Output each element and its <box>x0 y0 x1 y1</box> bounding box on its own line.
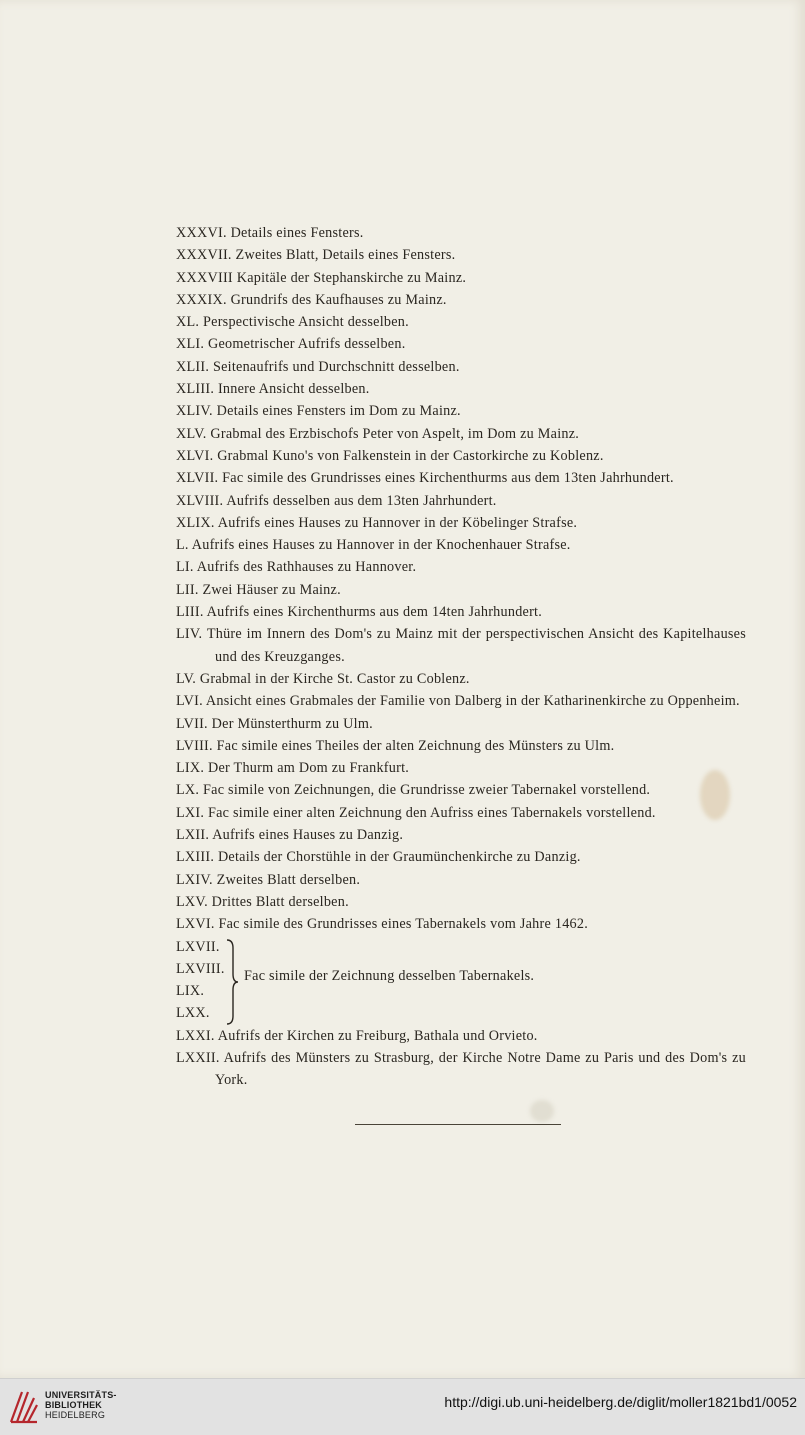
plate-entry <box>176 356 746 378</box>
plate-entry <box>176 891 746 913</box>
plate-numeral: LIX. <box>176 983 205 1000</box>
plate-title: Fac simile des Grundrisses eines Tabernakels vom Jahre 1462. <box>218 916 589 933</box>
plate-title: Aufrifs des Rathhauses zu Hannover. <box>196 559 417 576</box>
plate-entry <box>176 512 746 534</box>
plate-title: Perspectivische Ansicht desselben. <box>203 314 409 331</box>
plate-numeral: XLIX. <box>176 514 215 531</box>
plate-title: Seitenaufrifs und Durchschnitt desselben. <box>212 358 460 375</box>
plate-title: Aufrifs eines Hauses zu Hannover in der Köbelinger Strafse. <box>217 514 578 531</box>
library-name: UNIVERSITÄTS- BIBLIOTHEK HEIDELBERG <box>45 1390 117 1420</box>
plate-entry <box>176 869 746 891</box>
plate-title: Thüre im Innern des Dom's zu Mainz mit der perspectivischen Ansicht des Kapitelhauses und des Kreuzganges. <box>206 626 746 665</box>
plate-entry <box>176 1047 746 1092</box>
plate-list-bottom <box>176 1025 746 1092</box>
plate-numeral: LXXII. <box>176 1049 220 1066</box>
plate-numeral: XLII. <box>176 358 210 375</box>
permalink-url[interactable]: http://digi.ub.uni-heidelberg.de/diglit/moller1821bd1/0052 <box>444 1394 797 1410</box>
plate-entry <box>176 467 746 489</box>
plate-numeral: LV. <box>176 670 197 687</box>
plate-title: Details der Chorstühle in der Graumünchenkirche zu Danzig. <box>217 849 581 866</box>
plate-title: Aufrifs der Kirchen zu Freiburg, Bathala und Orvieto. <box>217 1027 538 1044</box>
plate-title: Innere Ansicht desselben. <box>217 381 370 398</box>
plate-title: Fac simile einer alten Zeichnung den Aufriss eines Tabernakels vorstellend. <box>207 804 656 821</box>
plate-title: Fac simile eines Theiles der alten Zeichnung des Münsters zu Ulm. <box>216 737 615 754</box>
plate-entry <box>176 333 746 355</box>
plate-numeral: LXIII. <box>176 849 215 866</box>
plate-title: Aufrifs des Münsters zu Strasburg, der Kirche Notre Dame zu Paris und des Dom's zu York. <box>215 1049 746 1089</box>
plate-numeral: LVII. <box>176 715 208 732</box>
plate-entry <box>176 802 746 824</box>
plate-entry <box>176 601 746 623</box>
plate-numeral: LIII. <box>176 604 204 621</box>
plate-entry <box>176 490 746 512</box>
plate-title: Fac simile von Zeichnungen, die Grundrisse zweier Tabernakel vorstellend. <box>203 782 651 799</box>
plate-title: Aufrifs eines Hauses zu Hannover in der Knochenhauer Strafse. <box>191 537 571 554</box>
plate-numeral: LXI. <box>176 804 205 821</box>
plate-numeral: XLIII. <box>176 381 215 398</box>
plate-numeral: XXXIX. <box>176 291 227 308</box>
plate-entry <box>176 846 746 868</box>
plate-title: Zwei Häuser zu Mainz. <box>202 581 341 598</box>
plate-list <box>176 222 746 1091</box>
group-numerals <box>176 936 226 1025</box>
plate-numeral: XLV. <box>176 425 207 442</box>
plate-title: Grundrifs des Kaufhauses zu Mainz. <box>230 291 447 308</box>
plate-title: Geometrischer Aufrifs desselben. <box>207 336 406 353</box>
plate-entry <box>176 579 746 601</box>
plate-entry <box>176 824 746 846</box>
plate-title: Details eines Fensters im Dom zu Mainz. <box>216 403 461 420</box>
plate-title: Drittes Blatt derselben. <box>211 893 349 910</box>
plate-numeral: LXVII. <box>176 938 220 955</box>
plate-numeral: XLVIII. <box>176 492 224 509</box>
plate-title: Zweites Blatt derselben. <box>216 871 361 888</box>
plate-title: Der Thurm am Dom zu Frankfurt. <box>207 760 410 777</box>
plate-numeral: LXXI. <box>176 1027 215 1044</box>
plate-entry <box>176 400 746 422</box>
viewer-footer <box>0 1378 805 1435</box>
plate-numeral: XLVI. <box>176 447 214 464</box>
plate-entry <box>176 668 746 690</box>
plate-numeral: XXXVI. <box>176 225 227 241</box>
plate-numeral: LVI. <box>176 693 203 710</box>
plate-numeral: LXX. <box>176 1005 210 1022</box>
plate-entry <box>176 735 746 757</box>
plate-title: Fac simile des Grundrisses eines Kirchenthurms aus dem 13ten Jahrhundert. <box>222 470 674 487</box>
plate-title: Der Münsterthurm zu Ulm. <box>211 715 373 732</box>
plate-numeral: LIX. <box>176 760 205 777</box>
plate-entry <box>176 267 746 289</box>
plate-title: Ansicht eines Grabmales der Familie von Dalberg in der Katharinenkirche zu Oppenheim. <box>205 693 740 710</box>
plate-numeral: XLVII. <box>176 470 219 487</box>
plate-group-lxvii-lxx <box>176 936 746 1025</box>
plate-entry <box>176 690 746 712</box>
plate-numeral: LIV. <box>176 626 203 643</box>
plate-entry <box>176 556 746 578</box>
plate-title: Grabmal in der Kirche St. Castor zu Coblenz. <box>199 670 470 687</box>
group-description: Fac simile der Zeichnung desselben Tabernakels. <box>244 967 535 984</box>
plate-entry <box>176 222 746 244</box>
plate-entry <box>176 534 746 556</box>
plate-numeral: LX. <box>176 782 200 799</box>
university-library-logo-icon <box>8 1389 40 1425</box>
plate-numeral: LXII. <box>176 827 210 844</box>
plate-title: Grabmal Kuno's von Falkenstein in der Castorkirche zu Koblenz. <box>217 447 604 464</box>
plate-title: Kapitäle der Stephanskirche zu Mainz. <box>236 269 467 286</box>
plate-numeral: L. <box>176 537 189 554</box>
plate-entry <box>176 913 746 935</box>
plate-entry <box>176 1025 746 1047</box>
plate-entry <box>176 623 746 668</box>
paper-stain <box>530 1100 554 1122</box>
plate-title: Aufrifs desselben aus dem 13ten Jahrhundert. <box>226 492 497 509</box>
plate-entry <box>176 311 746 333</box>
plate-numeral: XXXVIII <box>176 269 233 286</box>
plate-numeral: LII. <box>176 581 199 598</box>
plate-numeral: LXV. <box>176 893 208 910</box>
closing-rule <box>355 1124 561 1125</box>
plate-numeral: LXIV. <box>176 871 213 888</box>
plate-entry <box>176 423 746 445</box>
plate-entry <box>176 289 746 311</box>
plate-numeral: XL. <box>176 314 200 331</box>
plate-entry <box>176 378 746 400</box>
plate-title: Zweites Blatt, Details eines Fensters. <box>235 247 456 264</box>
plate-numeral: LVIII. <box>176 737 213 754</box>
plate-title: Grabmal des Erzbischofs Peter von Aspelt, im Dom zu Mainz. <box>210 425 580 442</box>
plate-title: Details eines Fensters. <box>230 225 364 241</box>
plate-entry <box>176 713 746 735</box>
plate-numeral: LXVIII. <box>176 960 225 977</box>
plate-title: Aufrifs eines Kirchenthurms aus dem 14ten Jahrhundert. <box>206 604 543 621</box>
plate-entry <box>176 757 746 779</box>
plate-list-top <box>176 222 746 936</box>
curly-brace-icon <box>225 938 239 1026</box>
plate-entry <box>176 445 746 467</box>
plate-title: Aufrifs eines Hauses zu Danzig. <box>212 827 404 844</box>
plate-entry <box>176 779 746 801</box>
plate-numeral: LXVI. <box>176 916 215 933</box>
plate-entry <box>176 244 746 266</box>
plate-numeral: XXXVII. <box>176 247 232 264</box>
plate-numeral: XLIV. <box>176 403 213 420</box>
plate-numeral: XLI. <box>176 336 205 353</box>
plate-numeral: LI. <box>176 559 194 576</box>
